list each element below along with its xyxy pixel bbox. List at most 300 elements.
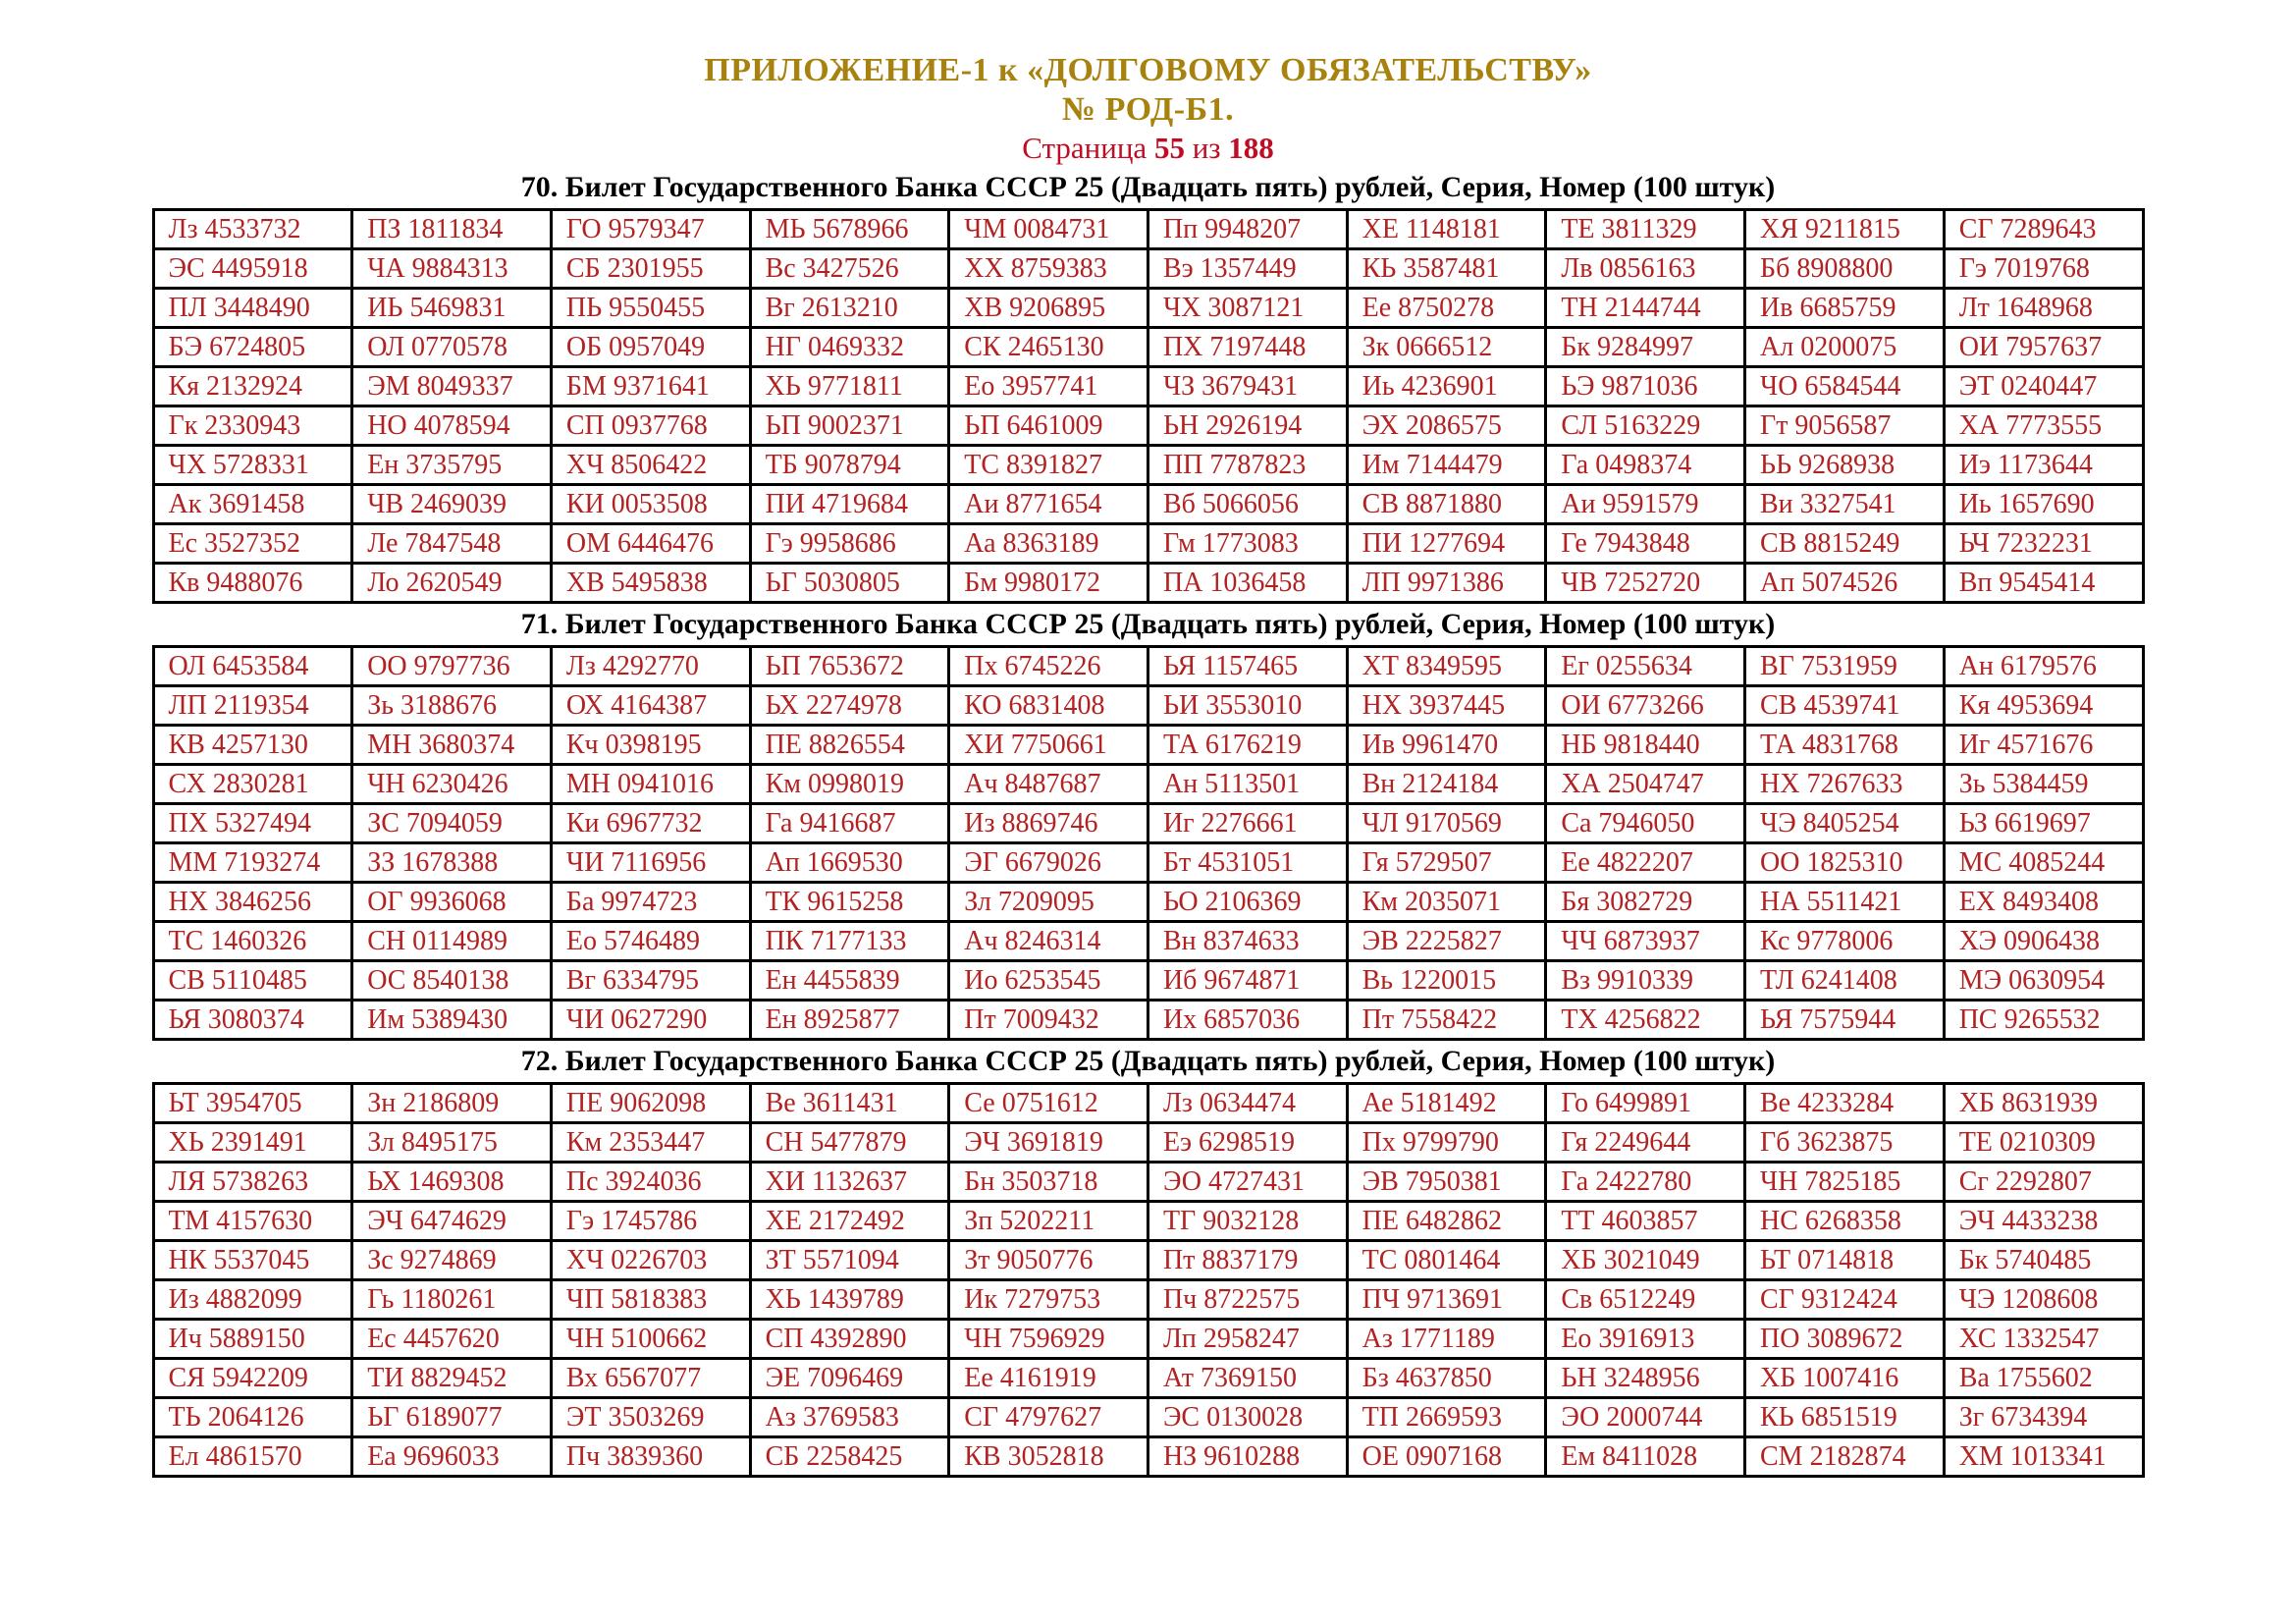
serial-cell: СВ 5110485 [153,961,352,1001]
appendix-title: ПРИЛОЖЕНИЕ-1 к «ДОЛГОВОМУ ОБЯЗАТЕЛЬСТВУ» [704,52,1592,88]
section-title-70: 70. Билет Государственного Банка СССР 25 (Двадцать пять) рублей, Серия, Номер (100 штук) [520,171,1776,203]
serial-cell: ХЕ 2172492 [750,1202,949,1241]
serial-cell: Бя 3082729 [1546,883,1745,922]
serial-cell: ЧЭ 1208608 [1944,1280,2143,1320]
serial-cell: СВ 4539741 [1745,686,1945,726]
serial-cell: Лп 2958247 [1148,1320,1347,1359]
banknote-section-71 [0,604,2296,1041]
serial-cell: ТТ 4603857 [1546,1202,1745,1241]
serial-cell: Еэ 6298519 [1148,1123,1347,1163]
serial-cell: НК 5537045 [153,1241,352,1280]
serial-cell: ХЭ 0906438 [1944,922,2143,961]
serial-cell: Кя 4953694 [1944,686,2143,726]
serial-cell: Гм 1773083 [1148,524,1347,564]
serial-cell: ИЬ 5469831 [352,289,552,328]
serial-cell: Ив 9961470 [1347,726,1546,765]
serial-cell: Пс 3924036 [551,1163,750,1202]
serial-cell: ТЕ 3811329 [1546,210,1745,249]
serial-cell: КО 6831408 [949,686,1148,726]
serial-cell: ХИ 7750661 [949,726,1148,765]
serial-cell: ЬП 6461009 [949,406,1148,446]
serial-cell: ЬП 9002371 [750,406,949,446]
serial-cell: Ее 8750278 [1347,289,1546,328]
table-row [153,249,2143,289]
serial-cell: Ив 6685759 [1745,289,1945,328]
serial-cell: Зл 7209095 [949,883,1148,922]
serial-cell: Иь 4236901 [1347,367,1546,406]
serial-cell: Ат 7369150 [1148,1359,1347,1398]
serial-cell: Зс 9274869 [352,1241,552,1280]
serial-cell: СП 4392890 [750,1320,949,1359]
table-row [153,1202,2143,1241]
serial-cell: Аа 8363189 [949,524,1148,564]
serial-cell: Гб 3623875 [1745,1123,1945,1163]
serial-table-72 [152,1082,2145,1478]
serial-cell: Ик 7279753 [949,1280,1148,1320]
serial-cell: КИ 0053508 [551,485,750,524]
serial-cell: ЬО 2106369 [1148,883,1347,922]
serial-cell: ОГ 9936068 [352,883,552,922]
table-row [153,367,2143,406]
serial-cell: ТИ 8829452 [352,1359,552,1398]
serial-cell: Ел 4861570 [153,1437,352,1477]
serial-cell: Вз 9910339 [1546,961,1745,1001]
serial-cell: Ач 8487687 [949,765,1148,804]
serial-cell: ОО 9797736 [352,647,552,686]
serial-cell: Иь 1657690 [1944,485,2143,524]
serial-cell: СН 5477879 [750,1123,949,1163]
serial-cell: ХБ 1007416 [1745,1359,1945,1398]
serial-cell: Ба 9974723 [551,883,750,922]
serial-cell: ПИ 1277694 [1347,524,1546,564]
serial-cell: ПХ 5327494 [153,804,352,843]
serial-cell: Им 7144479 [1347,446,1546,485]
serial-cell: ТГ 9032128 [1148,1202,1347,1241]
serial-cell: Пх 9799790 [1347,1123,1546,1163]
serial-cell: ЧЗ 3679431 [1148,367,1347,406]
serial-cell: СГ 7289643 [1944,210,2143,249]
serial-cell: ЧВ 7252720 [1546,564,1745,603]
serial-cell: Го 6499891 [1546,1084,1745,1123]
serial-cell: ТН 2144744 [1546,289,1745,328]
serial-cell: Бм 9980172 [949,564,1148,603]
serial-cell: Пт 7558422 [1347,1001,1546,1040]
table-row [153,1359,2143,1398]
serial-cell: Пх 6745226 [949,647,1148,686]
section-title-72: 72. Билет Государственного Банка СССР 25 (Двадцать пять) рублей, Серия, Номер (100 штук) [520,1045,1776,1077]
serial-cell: ЬЯ 1157465 [1148,647,1347,686]
table-row [153,883,2143,922]
serial-cell: СВ 8815249 [1745,524,1945,564]
serial-cell: Ео 5746489 [551,922,750,961]
serial-cell: ЬЭ 9871036 [1546,367,1745,406]
serial-cell: Гк 2330943 [153,406,352,446]
serial-cell: ХЬ 1439789 [750,1280,949,1320]
serial-cell: СБ 2301955 [551,249,750,289]
serial-cell: ОЕ 0907168 [1347,1437,1546,1477]
serial-cell: Ви 3327541 [1745,485,1945,524]
serial-cell: ЬТ 3954705 [153,1084,352,1123]
serial-cell: Ес 3527352 [153,524,352,564]
serial-cell: ТА 4831768 [1745,726,1945,765]
serial-cell: ОЛ 0770578 [352,328,552,367]
table-row [153,804,2143,843]
serial-cell: ЬИ 3553010 [1148,686,1347,726]
table-row [153,564,2143,603]
table-row [153,485,2143,524]
serial-cell: ПП 7787823 [1148,446,1347,485]
serial-cell: ХТ 8349595 [1347,647,1546,686]
serial-cell: ЭТ 3503269 [551,1398,750,1437]
serial-cell: ЬХ 1469308 [352,1163,552,1202]
serial-cell: Лз 4533732 [153,210,352,249]
serial-cell: Ач 8246314 [949,922,1148,961]
table-row [153,961,2143,1001]
serial-cell: ЬП 7653672 [750,647,949,686]
table-row [153,328,2143,367]
serial-cell: ХЕ 1148181 [1347,210,1546,249]
serial-cell: ТС 8391827 [949,446,1148,485]
serial-cell: Иэ 1173644 [1944,446,2143,485]
table-row [153,1320,2143,1359]
serial-cell: СВ 8871880 [1347,485,1546,524]
serial-cell: Иб 9674871 [1148,961,1347,1001]
serial-cell: ЭГ 6679026 [949,843,1148,883]
serial-cell: ЧА 9884313 [352,249,552,289]
serial-cell: ЭЧ 4433238 [1944,1202,2143,1241]
serial-cell: МЭ 0630954 [1944,961,2143,1001]
table-row [153,1437,2143,1477]
serial-cell: Зк 0666512 [1347,328,1546,367]
serial-cell: ЭВ 2225827 [1347,922,1546,961]
serial-cell: ОЛ 6453584 [153,647,352,686]
serial-cell: Вн 2124184 [1347,765,1546,804]
serial-cell: ЧИ 7116956 [551,843,750,883]
serial-cell: ЧЧ 6873937 [1546,922,1745,961]
table-row [153,1163,2143,1202]
serial-cell: Бн 3503718 [949,1163,1148,1202]
serial-cell: Вх 6567077 [551,1359,750,1398]
serial-cell: ЧН 5100662 [551,1320,750,1359]
serial-cell: ХБ 8631939 [1944,1084,2143,1123]
serial-cell: Кв 9488076 [153,564,352,603]
serial-cell: ЬГ 5030805 [750,564,949,603]
serial-cell: Ио 6253545 [949,961,1148,1001]
serial-cell: СМ 2182874 [1745,1437,1945,1477]
serial-cell: Га 0498374 [1546,446,1745,485]
table-row [153,726,2143,765]
serial-cell: ХВ 9206895 [949,289,1148,328]
serial-cell: Зь 3188676 [352,686,552,726]
serial-cell: МС 4085244 [1944,843,2143,883]
serial-cell: ЬН 2926194 [1148,406,1347,446]
serial-cell: ПЕ 9062098 [551,1084,750,1123]
serial-cell: Ал 0200075 [1745,328,1945,367]
serial-cell: ХЯ 9211815 [1745,210,1945,249]
serial-cell: Ич 5889150 [153,1320,352,1359]
serial-cell: НГ 0469332 [750,328,949,367]
serial-cell: Из 8869746 [949,804,1148,843]
serial-cell: ЗТ 5571094 [750,1241,949,1280]
table-row [153,1280,2143,1320]
serial-cell: ПЗ 1811834 [352,210,552,249]
serial-cell: ОМ 6446476 [551,524,750,564]
serial-cell: СГ 4797627 [949,1398,1148,1437]
serial-cell: Ен 8925877 [750,1001,949,1040]
serial-cell: ТС 1460326 [153,922,352,961]
page-current: 55 [1153,131,1185,165]
serial-cell: ЛП 9971386 [1347,564,1546,603]
serial-cell: Сг 2292807 [1944,1163,2143,1202]
serial-cell: Зт 9050776 [949,1241,1148,1280]
serial-cell: ВГ 7531959 [1745,647,1945,686]
serial-cell: СХ 2830281 [153,765,352,804]
serial-cell: Пч 8722575 [1148,1280,1347,1320]
table-row [153,1001,2143,1040]
page-total: 188 [1228,131,1274,165]
serial-cell: КВ 3052818 [949,1437,1148,1477]
serial-cell: ТС 0801464 [1347,1241,1546,1280]
serial-cell: НО 4078594 [352,406,552,446]
serial-cell: ЬЗ 6619697 [1944,804,2143,843]
serial-cell: ЬН 3248956 [1546,1359,1745,1398]
serial-cell: Пп 9948207 [1148,210,1347,249]
serial-cell: ЧИ 0627290 [551,1001,750,1040]
serial-cell: Бз 4637850 [1347,1359,1546,1398]
serial-cell: ММ 7193274 [153,843,352,883]
serial-cell: Аз 3769583 [750,1398,949,1437]
serial-cell: КЬ 3587481 [1347,249,1546,289]
serial-cell: ХЬ 2391491 [153,1123,352,1163]
serial-cell: ЧН 7825185 [1745,1163,1945,1202]
serial-cell: ТЛ 6241408 [1745,961,1945,1001]
serial-cell: ЭЧ 3691819 [949,1123,1148,1163]
table-row [153,406,2143,446]
serial-cell: ПЬ 9550455 [551,289,750,328]
serial-cell: ЧЭ 8405254 [1745,804,1945,843]
serial-cell: НХ 3846256 [153,883,352,922]
serial-cell: Иг 2276661 [1148,804,1347,843]
serial-cell: ЭО 4727431 [1148,1163,1347,1202]
table-row [153,686,2143,726]
serial-cell: НС 6268358 [1745,1202,1945,1241]
serial-cell: Лз 4292770 [551,647,750,686]
serial-cell: ЧХ 5728331 [153,446,352,485]
serial-cell: Вг 2613210 [750,289,949,328]
serial-cell: ПХ 7197448 [1148,328,1347,367]
serial-cell: ОХ 4164387 [551,686,750,726]
table-row [153,1398,2143,1437]
serial-cell: Ан 5113501 [1148,765,1347,804]
serial-cell: ЭС 0130028 [1148,1398,1347,1437]
serial-cell: СЛ 5163229 [1546,406,1745,446]
serial-cell: ЭС 4495918 [153,249,352,289]
serial-cell: СГ 9312424 [1745,1280,1945,1320]
serial-cell: ПК 7177133 [750,922,949,961]
serial-cell: ОИ 6773266 [1546,686,1745,726]
table-row [153,765,2143,804]
serial-cell: СБ 2258425 [750,1437,949,1477]
serial-cell: Ен 4455839 [750,961,949,1001]
serial-cell: ПО 3089672 [1745,1320,1945,1359]
serial-cell: Гэ 7019768 [1944,249,2143,289]
serial-cell: Га 2422780 [1546,1163,1745,1202]
serial-cell: ЧХ 3087121 [1148,289,1347,328]
table-row [153,446,2143,485]
serial-cell: ЬЧ 7232231 [1944,524,2143,564]
serial-cell: Зл 8495175 [352,1123,552,1163]
serial-cell: Ес 4457620 [352,1320,552,1359]
serial-cell: Ег 0255634 [1546,647,1745,686]
serial-cell: Зг 6734394 [1944,1398,2143,1437]
serial-cell: СК 2465130 [949,328,1148,367]
serial-cell: Ве 3611431 [750,1084,949,1123]
serial-cell: Гь 1180261 [352,1280,552,1320]
page-of-word: из [1192,131,1221,165]
serial-cell: Ак 3691458 [153,485,352,524]
serial-cell: ПЛ 3448490 [153,289,352,328]
serial-cell: ЬТ 0714818 [1745,1241,1945,1280]
serial-cell: ЬЯ 3080374 [153,1001,352,1040]
table-row [153,1241,2143,1280]
serial-cell: Лв 0856163 [1546,249,1745,289]
serial-cell: Иг 4571676 [1944,726,2143,765]
serial-cell: Вб 5066056 [1148,485,1347,524]
serial-cell: ПЕ 8826554 [750,726,949,765]
serial-cell: ОО 1825310 [1745,843,1945,883]
serial-cell: ЗС 7094059 [352,804,552,843]
serial-cell: ЗЗ 1678388 [352,843,552,883]
serial-cell: Ан 6179576 [1944,647,2143,686]
serial-cell: Лз 0634474 [1148,1084,1347,1123]
serial-cell: СЯ 5942209 [153,1359,352,1398]
serial-cell: Ео 3957741 [949,367,1148,406]
serial-cell: Гя 5729507 [1347,843,1546,883]
serial-cell: Се 0751612 [949,1084,1148,1123]
serial-cell: Кя 2132924 [153,367,352,406]
banknote-section-72 [0,1041,2296,1478]
serial-cell: ЧМ 0084731 [949,210,1148,249]
table-row [153,210,2143,249]
serial-cell: ЧО 6584544 [1745,367,1945,406]
serial-cell: Ве 4233284 [1745,1084,1945,1123]
serial-cell: Ее 4822207 [1546,843,1745,883]
serial-cell: Бб 8908800 [1745,249,1945,289]
serial-cell: ГО 9579347 [551,210,750,249]
serial-cell: ТЕ 0210309 [1944,1123,2143,1163]
serial-cell: Ен 3735795 [352,446,552,485]
page-indicator [0,130,2296,167]
serial-cell: Гэ 1745786 [551,1202,750,1241]
serial-cell: ХЧ 0226703 [551,1241,750,1280]
serial-cell: Са 7946050 [1546,804,1745,843]
serial-cell: Еа 9696033 [352,1437,552,1477]
serial-cell: Вс 3427526 [750,249,949,289]
serial-cell: Ап 5074526 [1745,564,1945,603]
serial-cell: Гя 2249644 [1546,1123,1745,1163]
banknote-section-70 [0,167,2296,604]
serial-cell: Бт 4531051 [1148,843,1347,883]
serial-cell: НБ 9818440 [1546,726,1745,765]
serial-cell: ТЬ 2064126 [153,1398,352,1437]
serial-cell: Аи 9591579 [1546,485,1745,524]
serial-cell: Ем 8411028 [1546,1437,1745,1477]
serial-cell: ХС 1332547 [1944,1320,2143,1359]
serial-cell: ПС 9265532 [1944,1001,2143,1040]
serial-cell: Пч 3839360 [551,1437,750,1477]
table-row [153,1084,2143,1123]
serial-cell: ЬГ 6189077 [352,1398,552,1437]
serial-cell: Св 6512249 [1546,1280,1745,1320]
serial-cell: ОБ 0957049 [551,328,750,367]
serial-cell: ЧП 5818383 [551,1280,750,1320]
serial-cell: СН 0114989 [352,922,552,961]
serial-table-70 [152,208,2145,604]
table-row [153,289,2143,328]
serial-cell: Из 4882099 [153,1280,352,1320]
serial-cell: СП 0937768 [551,406,750,446]
serial-cell: ХВ 5495838 [551,564,750,603]
serial-cell: Бк 5740485 [1944,1241,2143,1280]
serial-cell: Км 0998019 [750,765,949,804]
serial-cell: МН 0941016 [551,765,750,804]
serial-cell: ПЕ 6482862 [1347,1202,1546,1241]
serial-cell: ЭЧ 6474629 [352,1202,552,1241]
serial-cell: ЧЛ 9170569 [1347,804,1546,843]
serial-cell: Лт 1648968 [1944,289,2143,328]
serial-cell: ЭМ 8049337 [352,367,552,406]
serial-cell: ТМ 4157630 [153,1202,352,1241]
serial-cell: БМ 9371641 [551,367,750,406]
serial-cell: ОИ 7957637 [1944,328,2143,367]
serial-cell: ЛЯ 5738263 [153,1163,352,1202]
serial-cell: Вг 6334795 [551,961,750,1001]
serial-cell: ТА 6176219 [1148,726,1347,765]
serial-cell: Зь 5384459 [1944,765,2143,804]
serial-cell: ПА 1036458 [1148,564,1347,603]
serial-table-71 [152,645,2145,1041]
page-word: Страница [1022,131,1148,165]
serial-cell: Зн 2186809 [352,1084,552,1123]
serial-cell: ЛП 2119354 [153,686,352,726]
serial-cell: Ап 1669530 [750,843,949,883]
serial-cell: НХ 3937445 [1347,686,1546,726]
table-row [153,1123,2143,1163]
serial-cell: Пт 7009432 [949,1001,1148,1040]
serial-cell: ПЧ 9713691 [1347,1280,1546,1320]
serial-cell: ЬХ 2274978 [750,686,949,726]
serial-cell: ТК 9615258 [750,883,949,922]
serial-cell: НЗ 9610288 [1148,1437,1347,1477]
serial-cell: ЧВ 2469039 [352,485,552,524]
document-number: № РОД-Б1. [1061,91,1235,128]
serial-cell: НА 5511421 [1745,883,1945,922]
serial-cell: Им 5389430 [352,1001,552,1040]
serial-cell: Ки 6967732 [551,804,750,843]
serial-cell: ТП 2669593 [1347,1398,1546,1437]
serial-cell: ХМ 1013341 [1944,1437,2143,1477]
serial-cell: Ва 1755602 [1944,1359,2143,1398]
serial-cell: Аз 1771189 [1347,1320,1546,1359]
serial-cell: ОС 8540138 [352,961,552,1001]
serial-cell: НХ 7267633 [1745,765,1945,804]
serial-cell: Ае 5181492 [1347,1084,1546,1123]
serial-cell: ЬЯ 7575944 [1745,1001,1945,1040]
table-row [153,647,2143,686]
serial-cell: ТХ 4256822 [1546,1001,1745,1040]
serial-cell: ХХ 8759383 [949,249,1148,289]
serial-cell: Пт 8837179 [1148,1241,1347,1280]
